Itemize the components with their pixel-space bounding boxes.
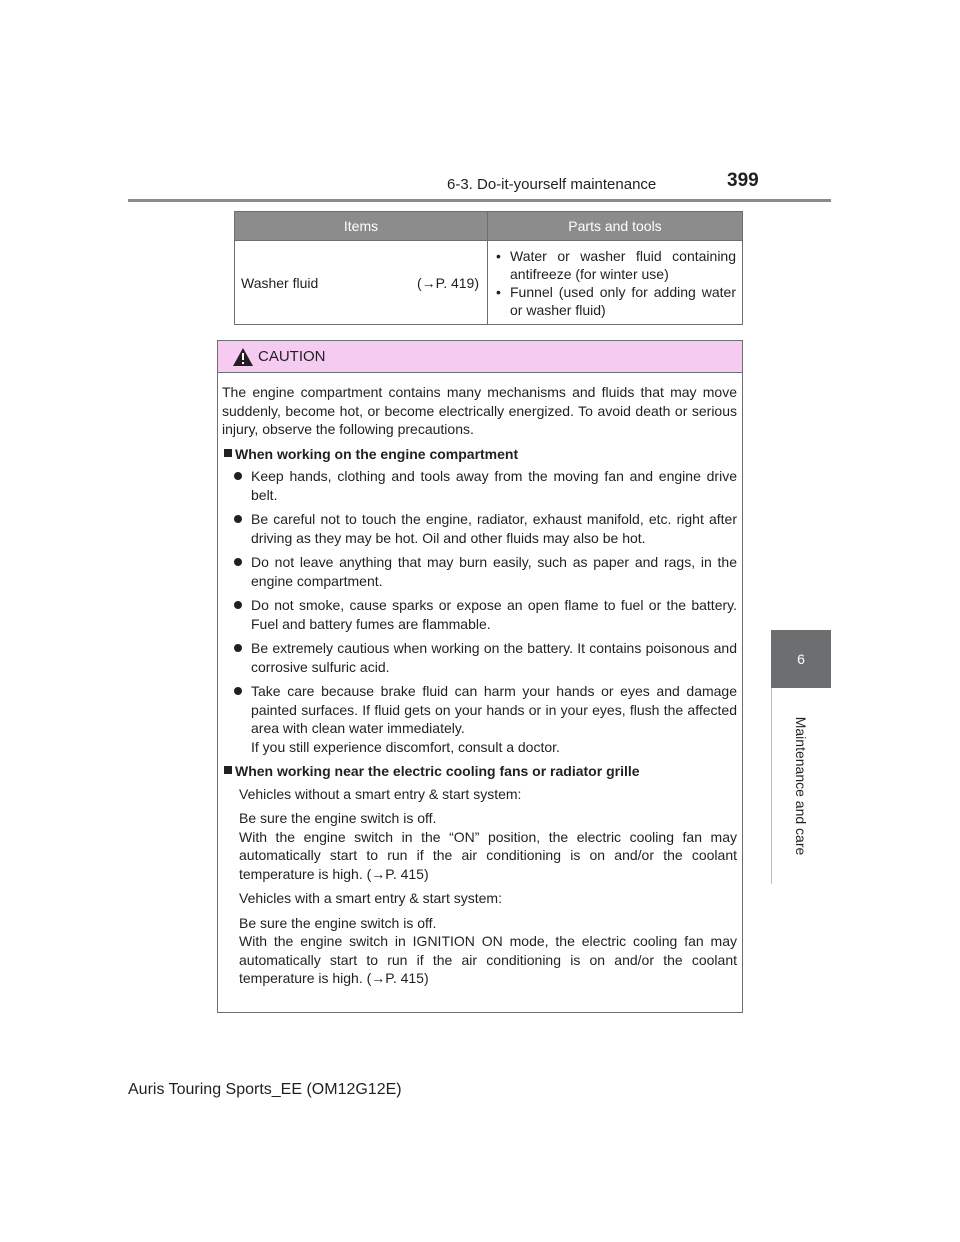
chapter-number: 6	[797, 651, 805, 667]
paragraph-without-smart-entry: Vehicles without a smart entry & start system:	[239, 785, 522, 802]
caution-title: CAUTION	[258, 348, 326, 365]
table-row	[235, 241, 743, 325]
subheading-cooling-fans: When working near the electric cooling fans or radiator grille	[222, 762, 737, 781]
list-item: • Funnel (used only for adding water or washer fluid)	[494, 283, 736, 319]
square-bullet-icon	[224, 766, 232, 774]
page-number: 399	[727, 170, 759, 191]
list-item: Be extremely cautious when working on the battery. It contains poisonous and corrosive sulfuric acid.	[234, 639, 737, 676]
chapter-title: Maintenance and care	[793, 716, 809, 856]
item-name: Washer fluid	[241, 274, 319, 291]
parts-table	[234, 211, 743, 325]
square-bullet-icon	[224, 449, 232, 457]
item-page-ref[interactable]: (→P. 419)	[417, 274, 479, 291]
circle-bullet-icon	[234, 472, 242, 480]
column-header-items: Items	[235, 212, 488, 241]
circle-bullet-icon	[234, 687, 242, 695]
circle-bullet-icon	[234, 644, 242, 652]
header-divider	[128, 199, 831, 202]
list-item: Do not smoke, cause sparks or expose an open flame to fuel or the battery. Fuel and battery fumes are flammable.	[234, 596, 737, 633]
table-cell-tools	[488, 241, 743, 325]
warning-triangle-icon	[232, 347, 254, 367]
list-item: Take care because brake fluid can harm your hands or eyes and damage painted surfaces. If fluid gets on your hands or in your eyes, flush the affected area with clean water immediately. If you still experience discomfort, consult a doctor.	[234, 682, 737, 756]
paragraph-engine-switch-on: Be sure the engine switch is off. With the engine switch in the “ON” position, the electric cooling fan may automatically start to run if the air conditioning is on and/or the coolant temperature is high. (→P. 415)	[239, 810, 737, 882]
circle-bullet-icon	[234, 601, 242, 609]
list-item: Do not leave anything that may burn easily, such as paper and rags, in the engine compartment.	[234, 553, 737, 590]
column-header-parts: Parts and tools	[488, 212, 743, 241]
subheading-engine-compartment: When working on the engine compartment	[222, 445, 737, 464]
section-title: 6-3. Do-it-yourself maintenance	[447, 176, 657, 193]
caution-box	[217, 340, 743, 1013]
paragraph-ignition-on: Be sure the engine switch is off. With the engine switch in IGNITION ON mode, the electric cooling fan may automatically start to run if the air conditioning is on and/or the coolant temperature is high. (→P. 415)	[239, 914, 737, 986]
list-item: Keep hands, clothing and tools away from the moving fan and engine drive belt.	[234, 467, 737, 504]
table-header-row	[235, 212, 743, 241]
caution-header	[218, 341, 742, 373]
footer-model: Auris Touring Sports_EE (OM12G12E)	[128, 1081, 402, 1098]
caution-intro: The engine compartment contains many mechanisms and fluids that may move suddenly, become hot, or become electrically energized. To avoid death or serious injury, observe the following precautions.	[222, 384, 737, 437]
caution-body	[218, 373, 742, 988]
table-cell-item	[235, 241, 488, 325]
chapter-tab-number[interactable]	[771, 630, 831, 688]
list-item: • Water or washer fluid containing antifreeze (for winter use)	[494, 247, 736, 283]
tools-list	[494, 247, 736, 319]
paragraph-with-smart-entry: Vehicles with a smart entry & start system:	[239, 890, 502, 906]
list-item: Be careful not to touch the engine, radiator, exhaust manifold, etc. right after driving as they may be hot. Oil and other fluids may also be hot.	[234, 510, 737, 547]
circle-bullet-icon	[234, 515, 242, 523]
circle-bullet-icon	[234, 558, 242, 566]
